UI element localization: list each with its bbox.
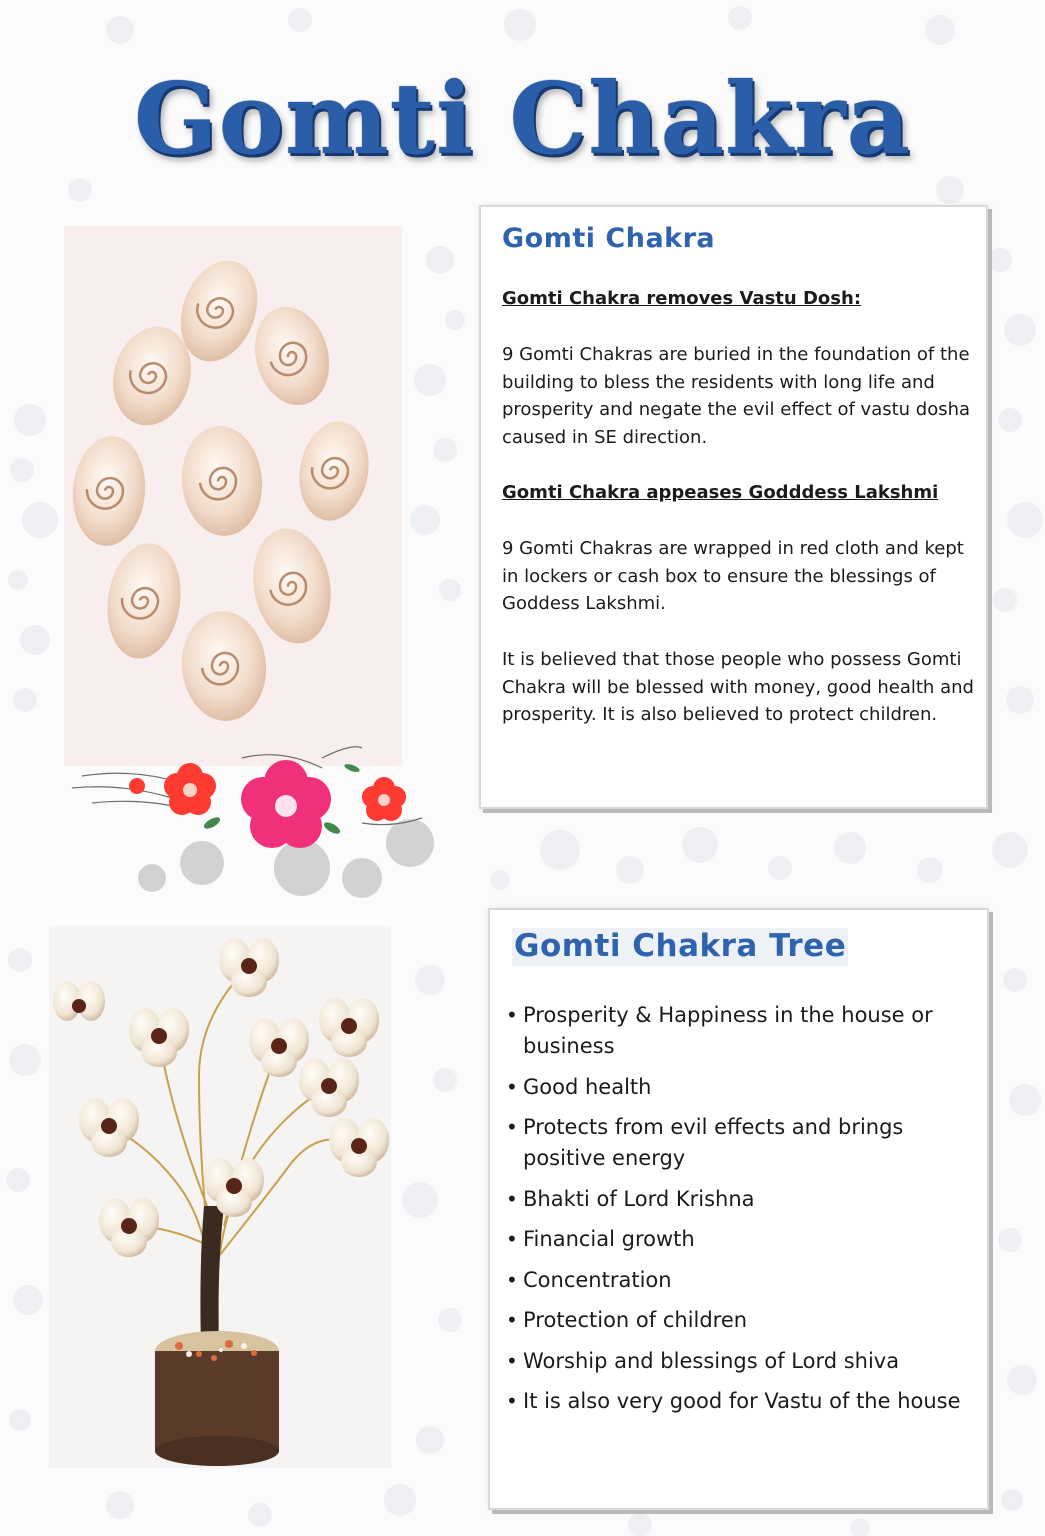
list-item: • Protection of children	[506, 1308, 748, 1332]
belief-paragraph: It is believed that those people who possess Gomti Chakra will be blessed with money, good health and prosperity. It is also believed to protect children.	[502, 649, 974, 725]
list-item: • It is also very good for Vastu of the house	[506, 1389, 961, 1413]
list-item: • Protects from evil effects and brings positive energy	[506, 1115, 904, 1170]
gomti-chakra-info-card	[479, 205, 988, 809]
list-item: • Worship and blessings of Lord shiva	[506, 1348, 900, 1373]
gomti-chakra-shells-photo	[64, 226, 402, 766]
list-item: • Financial growth	[506, 1227, 695, 1251]
page-title: Gomti Chakra	[133, 62, 912, 177]
lakshmi-paragraph: 9 Gomti Chakras are wrapped in red cloth and kept in lockers or cash box to ensure the blessings of Goddess Lakshmi.	[502, 538, 964, 614]
section-title: Gomti Chakra	[502, 223, 716, 254]
list-item: • Prosperity & Happiness in the house or business	[506, 1003, 933, 1058]
list-item: • Concentration	[506, 1267, 672, 1292]
section-title: Gomti Chakra Tree	[514, 928, 847, 964]
gomti-chakra-tree-card	[488, 908, 989, 1510]
benefits-list	[504, 1000, 974, 1427]
vastu-dosh-heading: Gomti Chakra removes Vastu Dosh:	[502, 288, 862, 309]
list-item: • Good health	[506, 1074, 652, 1099]
gomti-chakra-tree-photo	[49, 926, 391, 1468]
lakshmi-heading: Gomti Chakra appeases Godddess Lakshmi	[502, 482, 939, 503]
vastu-dosh-paragraph: 9 Gomti Chakras are buried in the foundation of the building to bless the residents with long life and prosperity and negate the evil effect of vastu dosha caused in SE direction.	[502, 344, 971, 448]
decorative-flowers	[62, 728, 462, 908]
list-item: • Bhakti of Lord Krishna	[506, 1186, 755, 1211]
